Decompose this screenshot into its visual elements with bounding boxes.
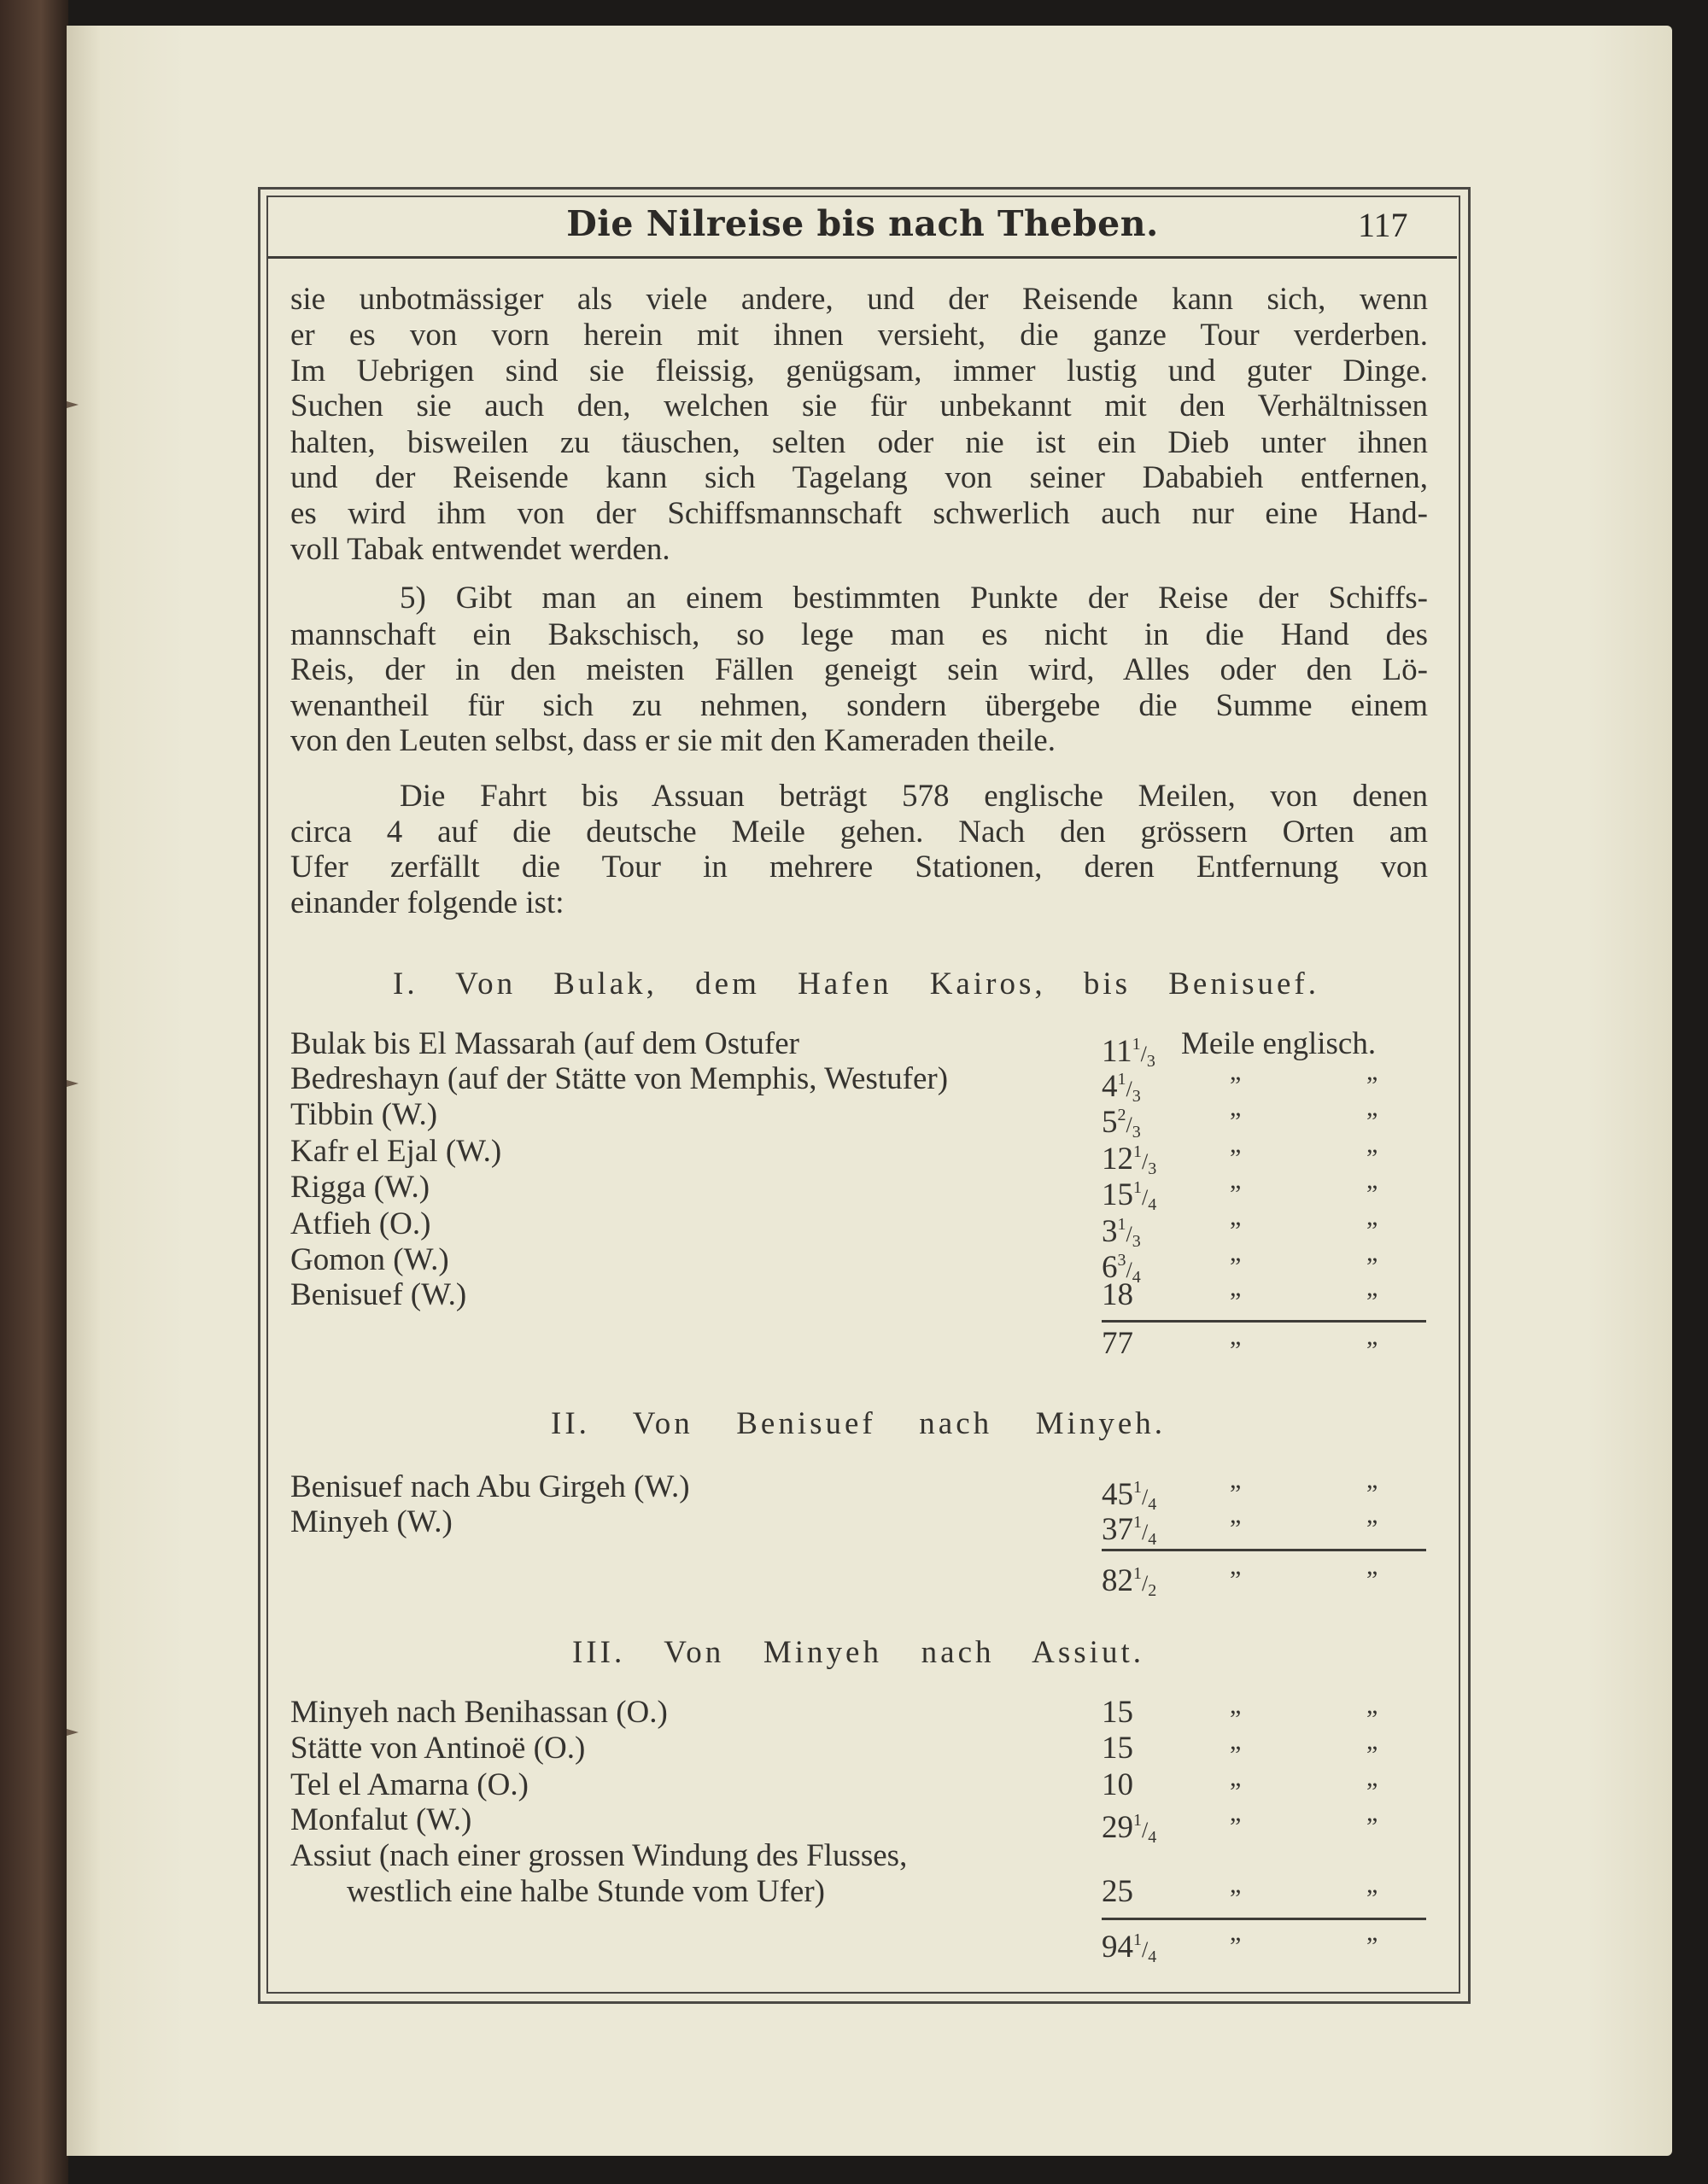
ditto-mark: ” [1230, 1217, 1242, 1245]
ditto-mark: ” [1366, 1107, 1378, 1136]
table-row-place: Atfieh (O.) [290, 1206, 431, 1241]
fraction-numerator: 1 [1132, 1035, 1141, 1054]
section-total [1102, 1325, 1133, 1363]
fraction-numerator: 1 [1133, 1142, 1142, 1161]
value-whole: 15 [1102, 1177, 1133, 1212]
section-total [1102, 1921, 1157, 1966]
table-row-place: Gomon (W.) [290, 1242, 449, 1277]
fraction-numerator: 1 [1133, 1513, 1142, 1532]
value-whole: 77 [1102, 1326, 1133, 1361]
table-row-place: westlich eine halbe Stunde vom Ufer) [347, 1874, 825, 1909]
body-text-line: und der Reisende kann sich Tagelang von seiner Dababieh entfernen, [290, 460, 1428, 495]
ditto-mark: ” [1230, 1705, 1242, 1733]
fraction-numerator: 1 [1117, 1070, 1126, 1089]
table-row-distance [1102, 1169, 1157, 1214]
ditto-mark: ” [1230, 1253, 1242, 1281]
body-text-line: halten, bisweilen zu täuschen, selten oder nie ist ein Dieb unter ihnen [290, 425, 1428, 460]
ditto-mark: ” [1230, 1336, 1242, 1364]
ditto-mark: ” [1230, 1107, 1242, 1136]
body-text-line: voll Tabak entwendet werden. [290, 532, 670, 567]
body-text-line: 5) Gibt man an einem bestimmten Punkte der Reise der Schiffs- [400, 581, 1428, 616]
ditto-mark: ” [1366, 1288, 1378, 1316]
table-row-place: Monfalut (W.) [290, 1802, 472, 1837]
body-text-line: von den Leuten selbst, dass er sie mit den Kameraden theile. [290, 723, 1056, 758]
table-row-distance [1102, 1133, 1157, 1178]
book-binding [0, 0, 68, 2184]
fraction-slash: / [1140, 1042, 1147, 1066]
table-row-place: Minyeh nach Benihassan (O.) [290, 1695, 668, 1730]
table-row-place: Benisuef (W.) [290, 1277, 467, 1312]
body-text-line: mannschaft ein Bakschisch, so lege man es nicht in die Hand des [290, 617, 1428, 652]
ditto-mark: ” [1230, 1741, 1242, 1769]
ditto-mark: ” [1366, 1884, 1378, 1912]
sum-rule [1102, 1549, 1426, 1551]
table-row-place: Kafr el Ejal (W.) [290, 1134, 502, 1169]
fraction-denominator: 4 [1148, 1495, 1157, 1514]
unit-label: Meile englisch. [1181, 1026, 1377, 1061]
table-row-distance [1102, 1469, 1157, 1514]
fraction-slash: / [1142, 1149, 1149, 1174]
value-whole: 25 [1102, 1874, 1133, 1909]
table-row-place: Bulak bis El Massarah (auf dem Ostufer [290, 1026, 799, 1061]
value-whole: 45 [1102, 1477, 1133, 1512]
ditto-mark: ” [1366, 1778, 1378, 1806]
body-text-line: er es von vorn herein mit ihnen versieht, die ganze Tour verderben. [290, 318, 1428, 353]
table-row-place: Bedreshayn (auf der Stätte von Memphis, Westufer) [290, 1061, 949, 1096]
fraction-denominator: 3 [1148, 1159, 1157, 1178]
fraction-slash: / [1142, 1818, 1149, 1842]
fraction-slash: / [1142, 1937, 1149, 1962]
section-heading: III. Von Minyeh nach Assiut. [572, 1635, 1144, 1670]
fraction-numerator: 1 [1133, 1564, 1142, 1583]
body-text-line: Die Fahrt bis Assuan beträgt 578 englische Meilen, von denen [400, 779, 1428, 814]
fraction-slash: / [1126, 1222, 1132, 1247]
table-row-place: Benisuef nach Abu Girgeh (W.) [290, 1469, 690, 1504]
value-whole: 11 [1102, 1034, 1132, 1069]
body-text-line: wenantheil für sich zu nehmen, sondern übergebe die Summe einem [290, 688, 1428, 723]
body-text-line: circa 4 auf die deutsche Meile gehen. Nach den grössern Orten am [290, 815, 1428, 850]
value-whole: 5 [1102, 1105, 1118, 1140]
table-row-distance [1102, 1730, 1133, 1767]
fraction-slash: / [1126, 1077, 1132, 1101]
fraction-denominator: 4 [1132, 1268, 1141, 1287]
fraction-denominator: 3 [1146, 1052, 1155, 1071]
ditto-mark: ” [1230, 1072, 1242, 1100]
table-row-place: Minyeh (W.) [290, 1504, 453, 1539]
fraction-numerator: 1 [1133, 1930, 1142, 1949]
table-row-distance [1102, 1873, 1133, 1911]
section-heading: I. Von Bulak, dem Hafen Kairos, bis Benisuef. [393, 966, 1319, 1001]
fraction-slash: / [1142, 1485, 1149, 1510]
section-heading: II. Von Benisuef nach Minyeh. [551, 1406, 1166, 1441]
ditto-mark: ” [1230, 1932, 1242, 1960]
ditto-mark: ” [1230, 1884, 1242, 1912]
value-whole: 15 [1102, 1695, 1133, 1730]
value-whole: 37 [1102, 1512, 1133, 1547]
fraction-numerator: 1 [1133, 1178, 1142, 1197]
fraction-numerator: 2 [1117, 1106, 1126, 1124]
page-number: 117 [1358, 206, 1408, 244]
fraction-denominator: 3 [1132, 1123, 1141, 1142]
ditto-mark: ” [1230, 1288, 1242, 1316]
fraction-slash: / [1126, 1258, 1132, 1282]
fraction-denominator: 4 [1148, 1947, 1157, 1966]
table-row-place: Rigga (W.) [290, 1170, 430, 1205]
section-total [1102, 1555, 1157, 1600]
table-row-distance [1102, 1025, 1155, 1071]
fraction-denominator: 4 [1148, 1530, 1157, 1549]
fraction-denominator: 3 [1132, 1087, 1141, 1106]
table-row-distance [1102, 1276, 1133, 1314]
header-rule [268, 256, 1457, 259]
ditto-mark: ” [1230, 1515, 1242, 1543]
value-whole: 15 [1102, 1731, 1133, 1766]
fraction-denominator: 4 [1148, 1195, 1157, 1214]
table-row-distance [1102, 1694, 1133, 1731]
value-whole: 3 [1102, 1214, 1118, 1249]
table-row-distance [1102, 1802, 1157, 1847]
sum-rule [1102, 1320, 1426, 1323]
running-title: Die Nilreise bis nach Theben. [566, 203, 1159, 244]
value-whole: 82 [1102, 1563, 1133, 1598]
ditto-mark: ” [1366, 1741, 1378, 1769]
table-row-place: Tel el Amarna (O.) [290, 1767, 529, 1802]
body-text-line: sie unbotmässiger als viele andere, und der Reisende kann sich, wenn [290, 282, 1428, 317]
ditto-mark: ” [1366, 1217, 1378, 1245]
ditto-mark: ” [1366, 1336, 1378, 1364]
fraction-numerator: 1 [1133, 1811, 1142, 1830]
value-whole: 10 [1102, 1767, 1133, 1802]
table-row-distance [1102, 1241, 1141, 1287]
ditto-mark: ” [1366, 1813, 1378, 1841]
ditto-mark: ” [1230, 1144, 1242, 1172]
fraction-denominator: 4 [1148, 1828, 1157, 1847]
ditto-mark: ” [1366, 1932, 1378, 1960]
table-row-distance [1102, 1060, 1141, 1106]
ditto-mark: ” [1366, 1180, 1378, 1208]
ditto-mark: ” [1366, 1072, 1378, 1100]
fraction-slash: / [1142, 1185, 1149, 1210]
fraction-numerator: 1 [1133, 1478, 1142, 1497]
body-text-line: Ufer zerfällt die Tour in mehrere Stationen, deren Entfernung von [290, 850, 1428, 885]
fraction-denominator: 3 [1132, 1232, 1141, 1251]
value-whole: 4 [1102, 1069, 1118, 1104]
ditto-mark: ” [1366, 1253, 1378, 1281]
body-text-line: Im Uebrigen sind sie fleissig, genügsam, immer lustig und guter Dinge. [290, 353, 1428, 388]
ditto-mark: ” [1230, 1480, 1242, 1508]
table-row-distance [1102, 1504, 1157, 1549]
fraction-slash: / [1126, 1112, 1132, 1137]
ditto-mark: ” [1366, 1515, 1378, 1543]
ditto-mark: ” [1366, 1480, 1378, 1508]
ditto-mark: ” [1366, 1705, 1378, 1733]
table-row-place: Assiut (nach einer grossen Windung des Flusses, [290, 1838, 908, 1873]
table-row-place: Stätte von Antinoë (O.) [290, 1731, 586, 1766]
fraction-slash: / [1142, 1520, 1149, 1545]
fraction-numerator: 3 [1117, 1251, 1126, 1270]
body-text-line: Suchen sie auch den, welchen sie für unbekannt mit den Verhältnissen [290, 388, 1428, 423]
body-text-line: Reis, der in den meisten Fällen geneigt sein wird, Alles oder den Lö- [290, 652, 1428, 687]
fraction-slash: / [1142, 1571, 1149, 1596]
table-row-distance [1102, 1766, 1133, 1804]
body-text-line: es wird ihm von der Schiffsmannschaft schwerlich auch nur eine Hand- [290, 496, 1428, 531]
fraction-numerator: 1 [1117, 1215, 1126, 1234]
ditto-mark: ” [1230, 1778, 1242, 1806]
value-whole: 94 [1102, 1930, 1133, 1965]
ditto-mark: ” [1230, 1566, 1242, 1594]
ditto-mark: ” [1230, 1180, 1242, 1208]
table-row-place: Tibbin (W.) [290, 1097, 438, 1132]
value-whole: 29 [1102, 1810, 1133, 1845]
table-row-distance [1102, 1206, 1141, 1251]
value-whole: 12 [1102, 1142, 1133, 1177]
ditto-mark: ” [1366, 1566, 1378, 1594]
value-whole: 6 [1102, 1250, 1118, 1285]
ditto-mark: ” [1230, 1813, 1242, 1841]
fraction-denominator: 2 [1148, 1581, 1157, 1600]
sum-rule [1102, 1918, 1426, 1920]
table-row-distance [1102, 1096, 1141, 1142]
body-text-line: einander folgende ist: [290, 885, 564, 920]
value-whole: 18 [1102, 1277, 1133, 1312]
ditto-mark: ” [1366, 1144, 1378, 1172]
